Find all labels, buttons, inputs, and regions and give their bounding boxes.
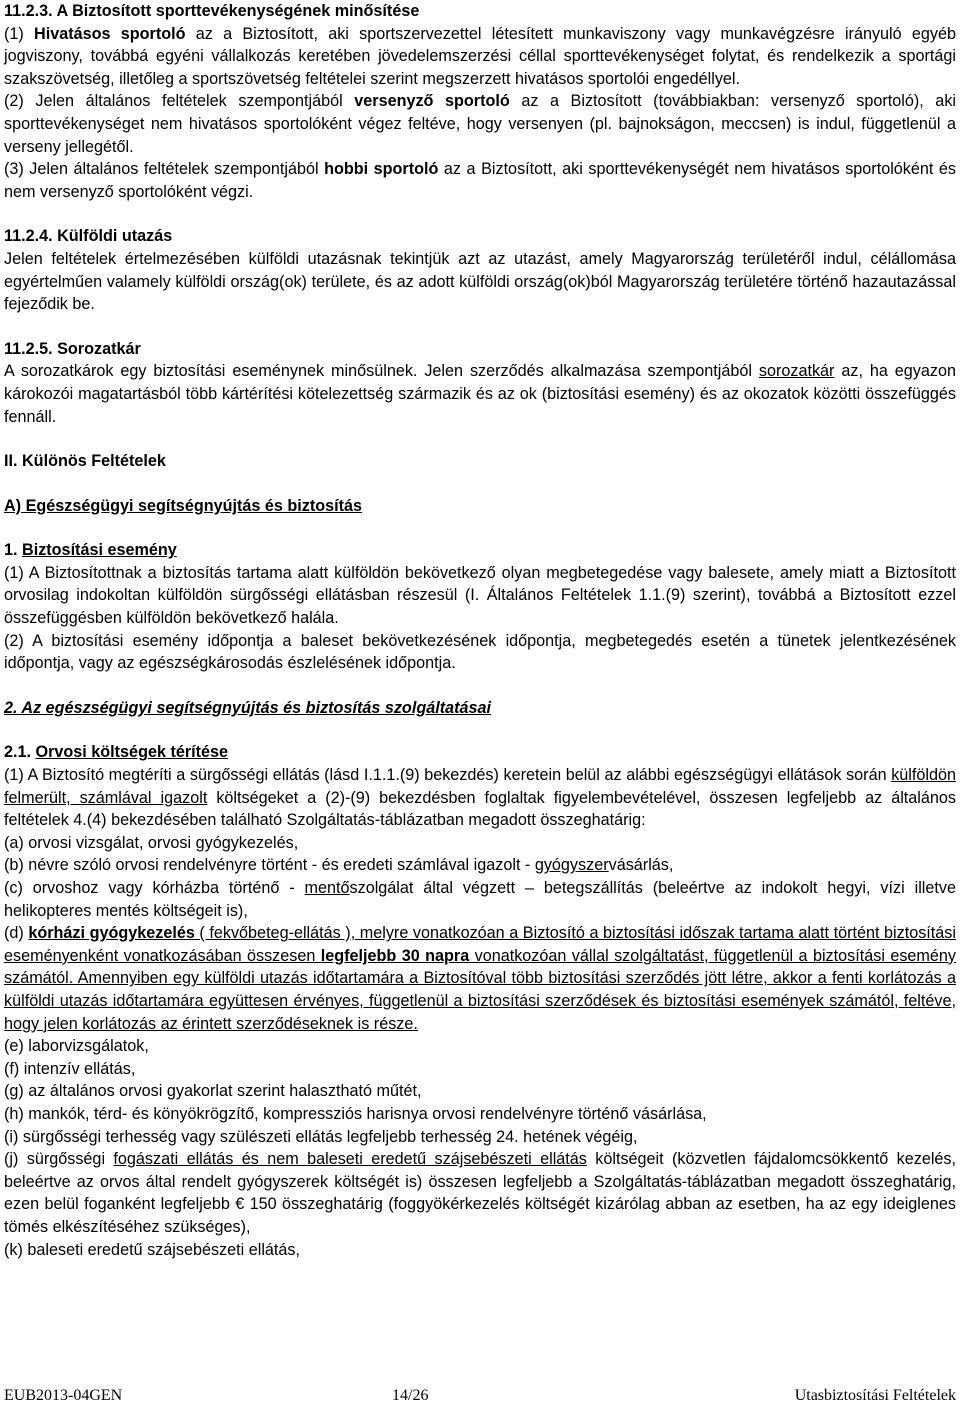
term-hobby-athlete: hobbi sportoló: [324, 160, 439, 179]
list-item-f: (f) intenzív ellátás,: [4, 1059, 136, 1078]
paragraph-competitive-athlete: (2) Jelen általános feltételek szempontjából versenyző sportoló az a Biztosított (továbbiakban: versenyző sportoló), aki sporttevékenységet nem hivatásos sportolóként végez feltéve, hogy versenyen (pl. bajnokságon, meccsen) is indul, függetlenül a verseny jellegétől.: [4, 92, 957, 156]
part-title-health-assistance: A) Egészségügyi segítségnyújtás és biztosítás: [4, 496, 363, 515]
list-item-h: (h) mankók, térd- és könyökrögzítő, kompressziós harisnya orvosi rendelvényre történő vásárlása,: [4, 1104, 707, 1123]
term-professional-athlete: Hivatásos sportoló: [34, 24, 186, 43]
footer-page-number: 14/26: [392, 1387, 429, 1404]
footer-doc-title: Utasbiztosítási Feltételek: [794, 1387, 956, 1404]
section-title-2: 2. Az egészségügyi segítségnyújtás és biztosítás szolgáltatásai: [4, 698, 491, 717]
list-item-b: (b) névre szóló orvosi rendelvényre történt - és eredeti számlával igazolt - gyógyszervásárlás,: [4, 856, 674, 875]
term-serial-damage: sorozatkár: [758, 362, 835, 381]
list-item-d: (d) kórházi gyógykezelés ( fekvőbeteg-ellátás ), melyre vonatkozóan a Biztosító a biztosítási időszak tartama alatt történt biztosítási eseményenként vonatkozásában összesen legfeljebb 30 napra vonatkozóan vállal szolgáltatást, függetlenül a biztosítási esemény számától. Amennyiben egy külföldi utazás időtartamára a Biztosítóval több biztosítási szerződés jött létre, akkor a fenti korlátozás a külföldi utazás időtartamára együttesen érvényes, függetlenül a biztosítási szerződések és biztosítási események számától, feltéve, hogy jelen korlátozás az érintett szerződéseknek is része.: [4, 924, 957, 1033]
term-competitive-athlete: versenyző sportoló: [354, 92, 510, 111]
list-item-k: (k) baleseti eredetű szájsebészeti ellátás,: [4, 1240, 301, 1259]
list-item-g: (g) az általános orvosi gyakorlat szerint halasztható műtét,: [4, 1082, 422, 1101]
list-item-c: (c) orvoshoz vagy kórházba történő - mentőszolgálat által végzett – betegszállítás (beleértve az indokolt hegyi, vízi illetve helikopteres mentés költségeit is),: [4, 879, 956, 920]
paragraph-professional-athlete: (1) Hivatásos sportoló az a Biztosított, aki sportszervezettel létesített munkaviszony vagy munkavégzésre irányuló egyéb jogviszony, továbbá egyéni vállalkozás keretében jövedelemszerzési céllal sporttevékenységet folytat, és rendelkezik a sportági szakszövetség, illetőleg a sportszövetség feltételei szerint megszerzett hivatásos sportolói engedéllyel.: [4, 24, 956, 88]
part-title-special-conditions: II. Különös Feltételek: [4, 452, 166, 471]
paragraph-foreign-travel: Jelen feltételek értelmezésében külföldi utazásnak tekintjük azt az utazást, amely Magyarország területéről indul, célállomása egyértelműen valamely külföldi ország(ok) területe, és az adott külföldi ország(ok)ból Magyarország területére történő hazautazással fejeződik be.: [4, 249, 956, 314]
paragraph-serial-damage: A sorozatkárok egy biztosítási eseménynek minősülnek. Jelen szerződés alkalmazása szempontjából sorozatkár az, ha egyazon károkozói magatartásból több kártérítési kötelezettség származik és az ok (biztosítási esemény) és az okozatok közötti összefüggés fennáll.: [4, 362, 957, 426]
list-item-e: (e) laborvizsgálatok,: [4, 1037, 149, 1056]
paragraph-medical-costs: (1) A Biztosító megtéríti a sürgősségi ellátás (lásd I.1.1.(9) bekezdés) keretein belül az alábbi egészségügyi ellátások során külföldön felmerült, számlával igazolt költségeket a (2)-(9) bekezdésben foglaltak figyelembevételével, összesen legfeljebb az általános feltételek 4.(4) bekezdésében található Szolgáltatás-táblázatban megadott összeghatárig:: [4, 766, 956, 830]
list-item-a: (a) orvosi vizsgálat, orvosi gyógykezelés,: [4, 833, 299, 852]
section-title-11-2-5: 11.2.5. Sorozatkár: [4, 339, 141, 358]
section-title-2-1: 2.1. Orvosi költségek térítése: [4, 743, 229, 762]
section-title-11-2-3: 11.2.3. A Biztosított sporttevékenységének minősítése: [4, 2, 420, 20]
list-item-j: (j) sürgősségi fogászati ellátás és nem baleseti eredetű szájsebészeti ellátás költségeit (közvetlen fájdalomcsökkentő kezelés, beleértve az orvos által rendelt gyógyszerek költségét is) összesen legfeljebb a Szolgáltatás-táblázatban megadott összeghatárig, ezen belül foganként legfeljebb € 150 összeghatárig (foggyökérkezelés költségét kizárólag abban az esetben, ha az egy ideiglenes tömés elkészítéséhez szükséges),: [4, 1150, 957, 1236]
paragraph-insured-event-1: (1) A Biztosítottnak a biztosítás tartama alatt külföldön bekövetkező olyan megbetegedése vagy balesete, amely miatt a Biztosított orvosilag indokoltan külföldön sürgősségi ellátásban részesül (I. Általános Feltételek 1.1.(9) szerint), továbbá a Biztosított ezzel összefüggésben külföldön bekövetkező halála.: [4, 563, 956, 628]
section-title-1: 1. Biztosítási esemény: [4, 541, 177, 560]
term-abroad-costs: külföldön felmerült, számlával igazolt: [4, 766, 956, 807]
paragraph-insured-event-2: (2) A biztosítási esemény időpontja a baleset bekövetkezésének időpontja, megbetegedés esetén a tünetek jelentkezésének időpontja, vagy az egészségkárosodás észlelésének időpontja.: [4, 631, 956, 673]
paragraph-hobby-athlete: (3) Jelen általános feltételek szempontjából hobbi sportoló az a Biztosított, aki sporttevékenységét nem hivatásos sportolóként és nem versenyző sportolóként végzi.: [4, 160, 957, 201]
page-footer: [4, 1385, 956, 1407]
list-item-i: (i) sürgősségi terhesség vagy szülészeti ellátás legfeljebb terhesség 24. hetének végéig,: [4, 1127, 638, 1146]
footer-doc-code: EUB2013-04GEN: [4, 1387, 123, 1404]
document-page: [4, 0, 956, 1409]
section-title-11-2-4: 11.2.4. Külföldi utazás: [4, 227, 173, 246]
